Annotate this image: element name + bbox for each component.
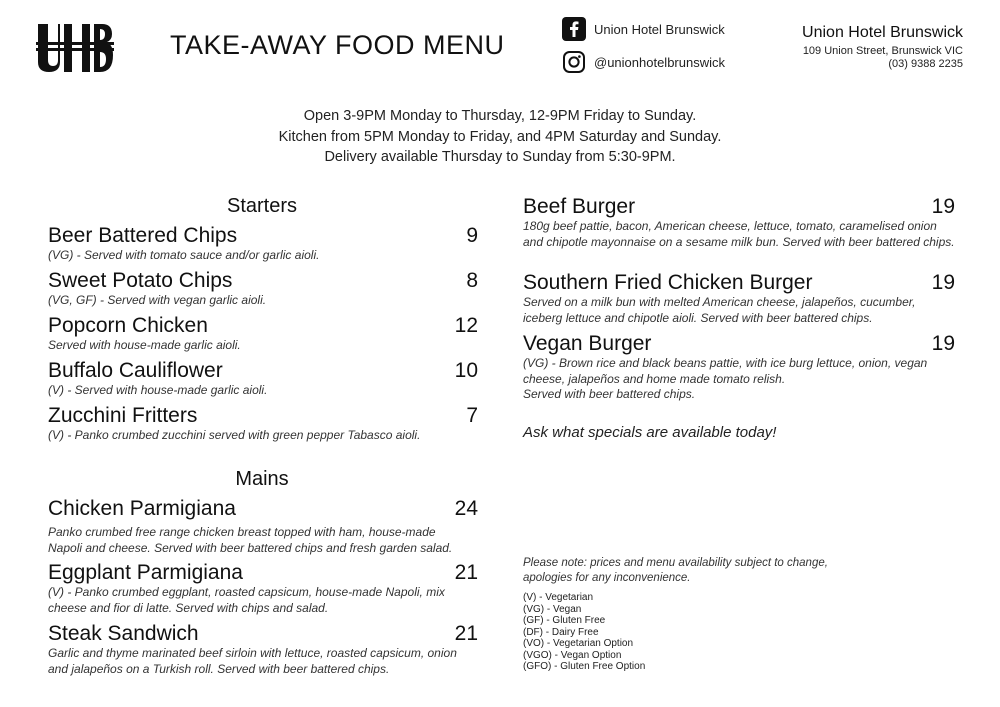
item-price: 24	[454, 497, 478, 520]
instagram-link[interactable]	[562, 50, 725, 74]
item-price: 10	[454, 359, 478, 382]
hours-line: Open 3-9PM Monday to Thursday, 12-9PM Friday to Sunday.	[303, 108, 697, 124]
item-name: Sweet Potato Chips	[48, 269, 233, 292]
menu-item	[48, 224, 478, 264]
item-description: (VG) - Served with tomato sauce and/or garlic aioli.	[48, 248, 320, 262]
disclaimer-note: Please note: prices and menu availability subject to change, apologies for any inconvenience.	[523, 557, 828, 584]
instagram-handle: @unionhotelbrunswick	[594, 54, 725, 70]
item-price: 19	[931, 195, 955, 218]
item-description: (VG) - Brown rice and black beans pattie, with ice burg lettuce, onion, vegan cheese, jalapeños and home made tomato relish.	[523, 356, 928, 386]
item-description: (V) - Served with house-made garlic aioli.	[48, 383, 268, 397]
menu-item	[48, 622, 478, 677]
mains-heading: Mains	[235, 468, 289, 490]
venue-phone[interactable]: (03) 9388 2235	[888, 58, 963, 70]
hours-line: Delivery available Thursday to Sunday from 5:30-9PM.	[324, 149, 676, 165]
menu-item	[48, 497, 478, 556]
item-name: Zucchini Fritters	[48, 404, 198, 427]
item-description: (VG, GF) - Served with vegan garlic aioli.	[48, 293, 267, 307]
item-description: (V) - Panko crumbed eggplant, roasted capsicum, house-made Napoli, mix cheese and fior di latte. Served with chips and salad.	[48, 585, 445, 615]
item-price: 21	[454, 622, 478, 645]
item-description: Served on a milk bun with melted American cheese, jalapeños, cucumber, iceberg lettuce and chipotle aioli. Served with beer battered chips.	[523, 295, 916, 325]
dietary-legend	[523, 592, 645, 673]
venue-address: 109 Union Street, Brunswick VIC	[802, 45, 963, 57]
legend-item: (DF) - Dairy Free	[523, 626, 599, 638]
item-price: 9	[466, 224, 478, 247]
menu-title: TAKE-AWAY FOOD MENU	[170, 30, 505, 60]
item-name: Southern Fried Chicken Burger	[523, 271, 813, 294]
item-name: Chicken Parmigiana	[48, 497, 236, 520]
venue-name: Union Hotel Brunswick	[802, 24, 963, 41]
legend-item: (VG) - Vegan	[523, 603, 582, 615]
item-name: Popcorn Chicken	[48, 314, 208, 337]
opening-hours	[0, 106, 1000, 168]
menu-item	[523, 332, 955, 403]
item-price: 8	[466, 269, 478, 292]
item-price: 12	[454, 314, 478, 337]
item-name: Vegan Burger	[523, 332, 652, 355]
item-description-extra: Served with beer battered chips.	[523, 387, 696, 401]
item-name: Buffalo Cauliflower	[48, 359, 223, 382]
item-price: 21	[454, 561, 478, 584]
menu-item	[48, 561, 478, 616]
facebook-link[interactable]	[562, 17, 725, 41]
menu-item	[48, 404, 478, 444]
item-description: 180g beef pattie, bacon, American cheese, lettuce, tomato, caramelised onion and chipotle mayonnaise on a sesame milk bun. Served with beer battered chips.	[523, 219, 955, 249]
item-price: 7	[466, 404, 478, 427]
menu-item	[48, 269, 478, 309]
menu-item	[48, 314, 478, 354]
item-name: Beer Battered Chips	[48, 224, 238, 247]
facebook-icon	[562, 17, 586, 41]
venue-info	[802, 24, 963, 71]
legend-item: (GF) - Gluten Free	[523, 615, 606, 626]
legend-item: (VO) - Vegetarian Option	[523, 638, 634, 649]
item-name: Eggplant Parmigiana	[48, 561, 243, 584]
item-description: Panko crumbed free range chicken breast topped with ham, house-made Napoli and cheese. Served with beer battered chips and fresh garden salad.	[48, 525, 453, 555]
instagram-icon	[562, 50, 586, 74]
menu-item	[523, 195, 955, 250]
legend-item: (GFO) - Gluten Free Option	[523, 661, 646, 672]
item-name: Steak Sandwich	[48, 622, 199, 645]
starters-heading: Starters	[226, 195, 298, 217]
legend-item: (V) - Vegetarian	[523, 592, 594, 603]
uhb-logo	[36, 20, 114, 74]
item-description: Served with house-made garlic aioli.	[48, 338, 241, 352]
specials-note: Ask what specials are available today!	[523, 424, 777, 441]
hours-line: Kitchen from 5PM Monday to Friday, and 4PM Saturday and Sunday.	[278, 128, 722, 145]
menu-item	[523, 271, 955, 326]
facebook-handle: Union Hotel Brunswick	[594, 21, 725, 37]
logo-text: UHB	[36, 20, 39, 21]
menu-item	[48, 359, 478, 399]
item-price: 19	[931, 332, 955, 355]
item-description: (V) - Panko crumbed zucchini served with green pepper Tabasco aioli.	[48, 428, 421, 442]
item-description: Garlic and thyme marinated beef sirloin with lettuce, roasted capsicum, onion and jalapeños on a Turkish roll. Served with beer battered chips.	[48, 646, 457, 676]
legend-item: (VGO) - Vegan Option	[523, 649, 622, 661]
item-name: Beef Burger	[523, 195, 636, 218]
item-price: 19	[931, 271, 955, 294]
